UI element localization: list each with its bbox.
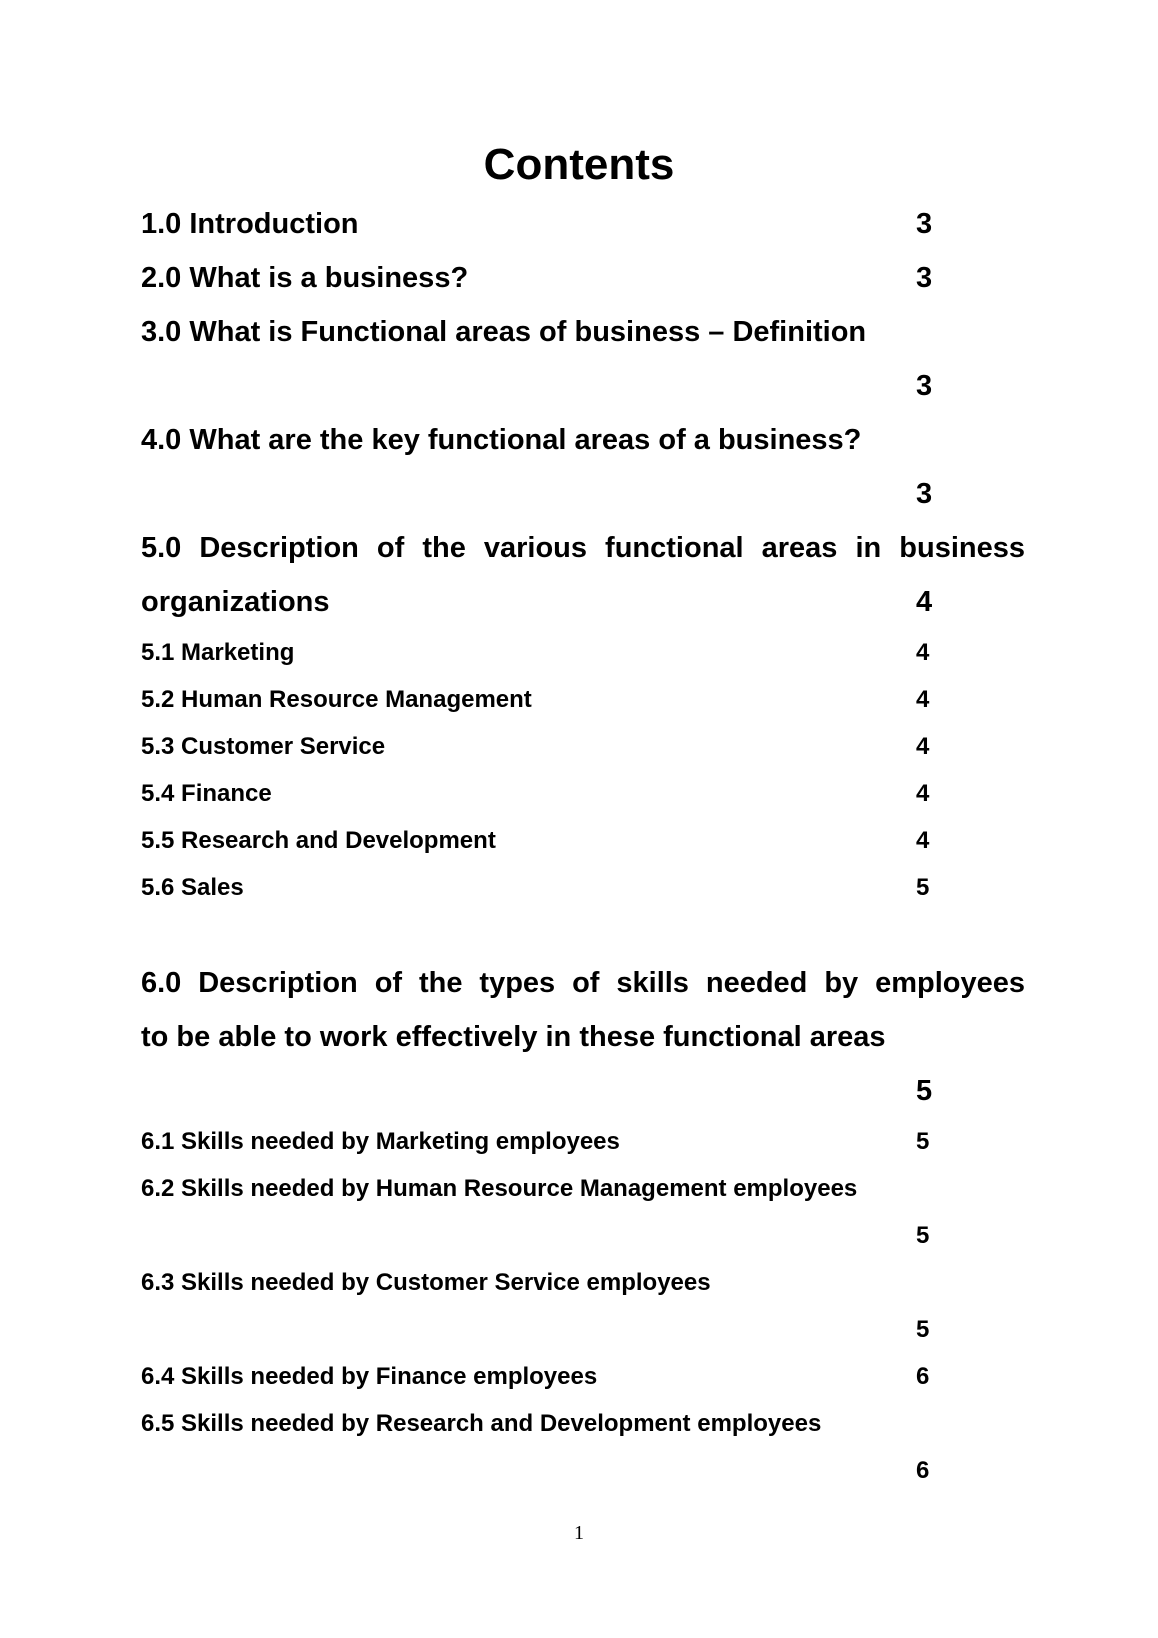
- toc-entry-label-line2: organizations: [141, 586, 330, 618]
- toc-entry-label: 5.3 Customer Service: [141, 733, 386, 760]
- toc-entry-finance[interactable]: [141, 770, 1031, 817]
- toc-entry-page: 4: [916, 686, 930, 713]
- toc-entry-page: 5: [916, 1222, 930, 1249]
- toc-entry-customer-service[interactable]: [141, 723, 1031, 770]
- toc-entry-label: 2.0 What is a business?: [141, 262, 469, 294]
- toc-entry-page: 3: [916, 262, 933, 294]
- toc-entry-skills-description[interactable]: [141, 956, 1031, 1118]
- toc-entry-label: 3.0 What is Functional areas of business – Definition: [141, 316, 867, 348]
- toc-entry-label: 5.5 Research and Development: [141, 827, 496, 854]
- toc-entry-page: 6: [916, 1457, 930, 1484]
- toc-entry-label: [141, 521, 1031, 629]
- toc-entry-page: 4: [916, 733, 930, 760]
- toc-entry-page: 6: [916, 1363, 930, 1390]
- toc-entry-skills-marketing[interactable]: [141, 1118, 1031, 1165]
- toc-entry-page: 3: [916, 478, 933, 510]
- toc-entry-what-is-business[interactable]: [141, 251, 1031, 305]
- toc-entry-page: 5: [916, 1075, 933, 1107]
- toc-entry-skills-research-development[interactable]: [141, 1400, 1031, 1494]
- toc-entry-label-line1: 6.0 Description of the types of skills needed by employees: [141, 967, 1025, 999]
- toc-entry-marketing[interactable]: [141, 629, 1031, 676]
- toc-entry-label: [141, 956, 1031, 1064]
- toc-entry-label: 5.4 Finance: [141, 780, 272, 807]
- page-number: 1: [574, 1522, 584, 1544]
- table-of-contents: [141, 197, 1031, 1494]
- toc-entry-research-development[interactable]: [141, 817, 1031, 864]
- toc-entry-label-line1: 5.0 Description of the various functional areas in business: [141, 532, 1025, 564]
- toc-entry-functional-areas-definition[interactable]: [141, 305, 1031, 413]
- toc-entry-page: 5: [916, 874, 930, 901]
- toc-entry-sales[interactable]: [141, 864, 1031, 911]
- toc-entry-hrm[interactable]: [141, 676, 1031, 723]
- toc-entry-page: 5: [916, 1316, 930, 1343]
- toc-spacer: [141, 911, 1031, 956]
- toc-entry-label: 6.3 Skills needed by Customer Service employees: [141, 1269, 711, 1296]
- toc-entry-page: 3: [916, 370, 933, 402]
- page-title: Contents: [483, 140, 675, 189]
- toc-entry-description-functional-areas[interactable]: [141, 521, 1031, 629]
- toc-entry-key-functional-areas[interactable]: [141, 413, 1031, 521]
- toc-entry-page: 4: [916, 827, 930, 854]
- toc-entry-label: 6.5 Skills needed by Research and Development employees: [141, 1410, 822, 1437]
- toc-entry-label: 5.2 Human Resource Management: [141, 686, 532, 713]
- toc-entry-page: 4: [916, 639, 930, 666]
- toc-entry-label-line2: to be able to work effectively in these functional areas: [141, 1021, 886, 1053]
- toc-entry-label: 6.4 Skills needed by Finance employees: [141, 1363, 598, 1390]
- toc-entry-skills-finance[interactable]: [141, 1353, 1031, 1400]
- toc-entry-label: 5.1 Marketing: [141, 639, 295, 666]
- toc-entry-label: 6.2 Skills needed by Human Resource Management employees: [141, 1175, 858, 1202]
- toc-entry-page: 5: [916, 1128, 930, 1155]
- toc-entry-skills-customer-service[interactable]: [141, 1259, 1031, 1353]
- toc-entry-label: 5.6 Sales: [141, 874, 244, 901]
- toc-entry-skills-hrm[interactable]: [141, 1165, 1031, 1259]
- toc-entry-page: 4: [916, 586, 933, 618]
- toc-entry-page: 3: [916, 208, 933, 240]
- toc-entry-label: 1.0 Introduction: [141, 208, 359, 240]
- toc-entry-page: 4: [916, 780, 930, 807]
- toc-entry-label: 4.0 What are the key functional areas of a business?: [141, 424, 862, 456]
- toc-entry-label: 6.1 Skills needed by Marketing employees: [141, 1128, 620, 1155]
- toc-entry-introduction[interactable]: [141, 197, 1031, 251]
